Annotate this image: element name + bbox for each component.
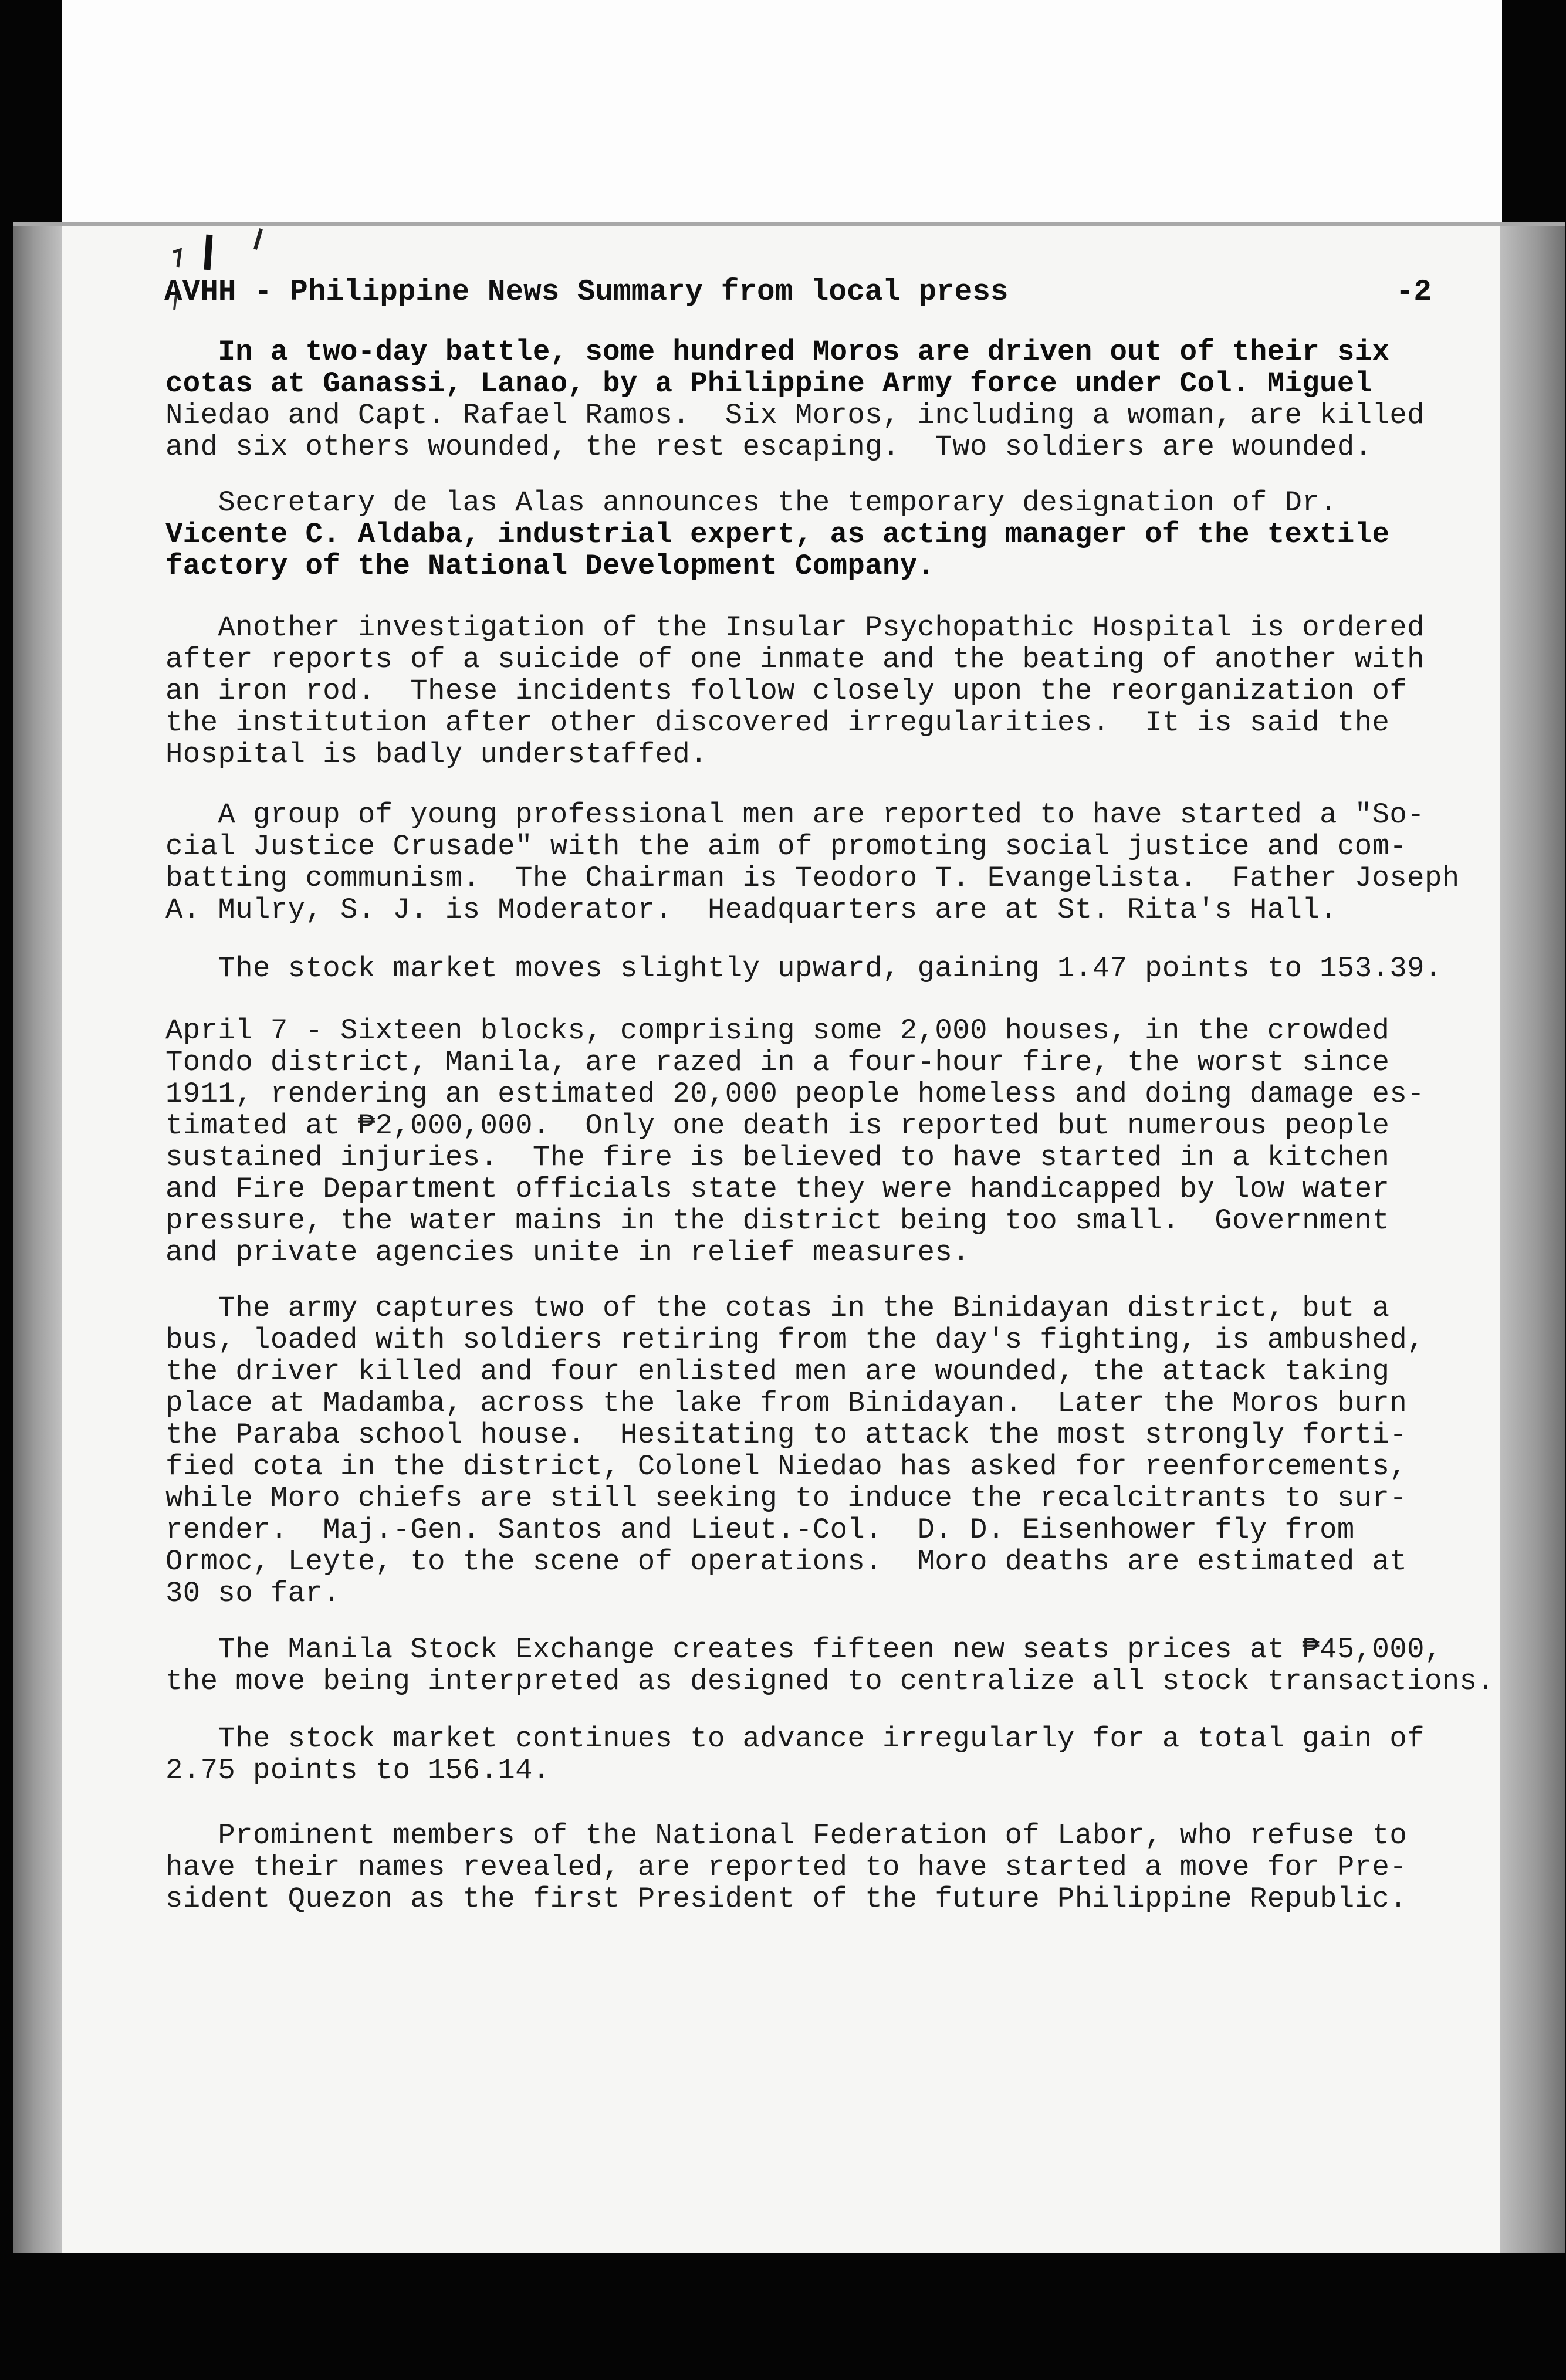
text-line: Tondo district, Manila, are razed in a four-hour fire, the worst since — [165, 1046, 1390, 1079]
text-line: while Moro chiefs are still seeking to induce the recalcitrants to sur- — [165, 1482, 1408, 1515]
text-line: the Paraba school house. Hesitating to attack the most strongly forti- — [165, 1418, 1408, 1451]
text-line: 2.75 points to 156.14. — [165, 1754, 550, 1787]
text-line: 1911, rendering an estimated 20,000 people homeless and doing damage es- — [165, 1078, 1425, 1111]
text-line: Niedao and Capt. Rafael Ramos. Six Moros, including a woman, are killed — [165, 399, 1425, 432]
text-line: the institution after other discovered irregularities. It is said the — [165, 706, 1390, 739]
text-line: A. Mulry, S. J. is Moderator. Headquarters are at St. Rita's Hall. — [165, 893, 1337, 926]
text-line: place at Madamba, across the lake from Binidayan. Later the Moros burn — [165, 1387, 1408, 1420]
text-line: The stock market moves slightly upward, gaining 1.47 points to 153.39. — [165, 952, 1442, 985]
text-line: and Fire Department officials state they were handicapped by low water — [165, 1173, 1390, 1206]
upper-white-sheet — [62, 0, 1502, 232]
text-line: Vicente C. Aldaba, industrial expert, as acting manager of the textile — [165, 518, 1390, 551]
page-left-edge — [13, 226, 67, 2253]
text-line: factory of the National Development Company. — [165, 550, 935, 583]
text-line: an iron rod. These incidents follow closely upon the reorganization of — [165, 675, 1408, 707]
text-line: render. Maj.-Gen. Santos and Lieut.-Col. D. D. Eisenhower fly from — [165, 1514, 1355, 1546]
text-line: 30 so far. — [165, 1577, 341, 1610]
text-line: Ormoc, Leyte, to the scene of operations. Moro deaths are estimated at — [165, 1545, 1408, 1578]
text-line: the driver killed and four enlisted men are wounded, the attack taking — [165, 1355, 1390, 1388]
text-line: and six others wounded, the rest escaping. Two soldiers are wounded. — [165, 431, 1372, 463]
text-line: batting communism. The Chairman is Teodoro T. Evangelista. Father Joseph — [165, 862, 1460, 895]
text-line: Prominent members of the National Federation of Labor, who refuse to — [165, 1819, 1408, 1852]
text-line: timated at ₱2,000,000. Only one death is reported but numerous people — [165, 1109, 1390, 1142]
text-line: after reports of a suicide of one inmate and the beating of another with — [165, 643, 1425, 676]
text-line: Another investigation of the Insular Psychopathic Hospital is ordered — [165, 611, 1425, 644]
text-line: April 7 - Sixteen blocks, comprising some 2,000 houses, in the crowded — [165, 1014, 1390, 1047]
page-right-edge — [1492, 226, 1565, 2253]
text-line: fied cota in the district, Colonel Niedao has asked for reenforcements, — [165, 1450, 1408, 1483]
text-line: The stock market continues to advance irregularly for a total gain of — [165, 1722, 1425, 1755]
page-header — [164, 276, 1432, 317]
text-line: The army captures two of the cotas in the Binidayan district, but a — [165, 1292, 1390, 1325]
text-line: sident Quezon as the first President of the future Philippine Republic. — [165, 1883, 1408, 1915]
text-line: sustained injuries. The fire is believed to have started in a kitchen — [165, 1141, 1390, 1174]
text-line: the move being interpreted as designed to centralize all stock transactions. — [165, 1665, 1495, 1698]
text-line: A group of young professional men are reported to have started a "So- — [165, 798, 1425, 831]
text-line: cial Justice Crusade" with the aim of promoting social justice and com- — [165, 830, 1408, 863]
text-line: pressure, the water mains in the district being too small. Government — [165, 1204, 1390, 1237]
text-line: bus, loaded with soldiers retiring from the day's fighting, is ambushed, — [165, 1323, 1425, 1356]
text-line: The Manila Stock Exchange creates fifteen new seats prices at ₱45,000, — [165, 1633, 1442, 1666]
text-line: have their names revealed, are reported to have started a move for Pre- — [165, 1851, 1408, 1884]
text-line: cotas at Ganassi, Lanao, by a Philippine Army force under Col. Miguel — [165, 367, 1372, 400]
text-line: and private agencies unite in relief measures. — [165, 1236, 970, 1269]
header-title: AVHH - Philippine News Summary from local press — [164, 276, 1009, 309]
text-line: Secretary de las Alas announces the temporary designation of Dr. — [165, 486, 1337, 519]
text-line: Hospital is badly understaffed. — [165, 738, 708, 771]
text-line: In a two-day battle, some hundred Moros are driven out of their six — [165, 336, 1390, 368]
page-number: -2 — [1395, 276, 1432, 309]
